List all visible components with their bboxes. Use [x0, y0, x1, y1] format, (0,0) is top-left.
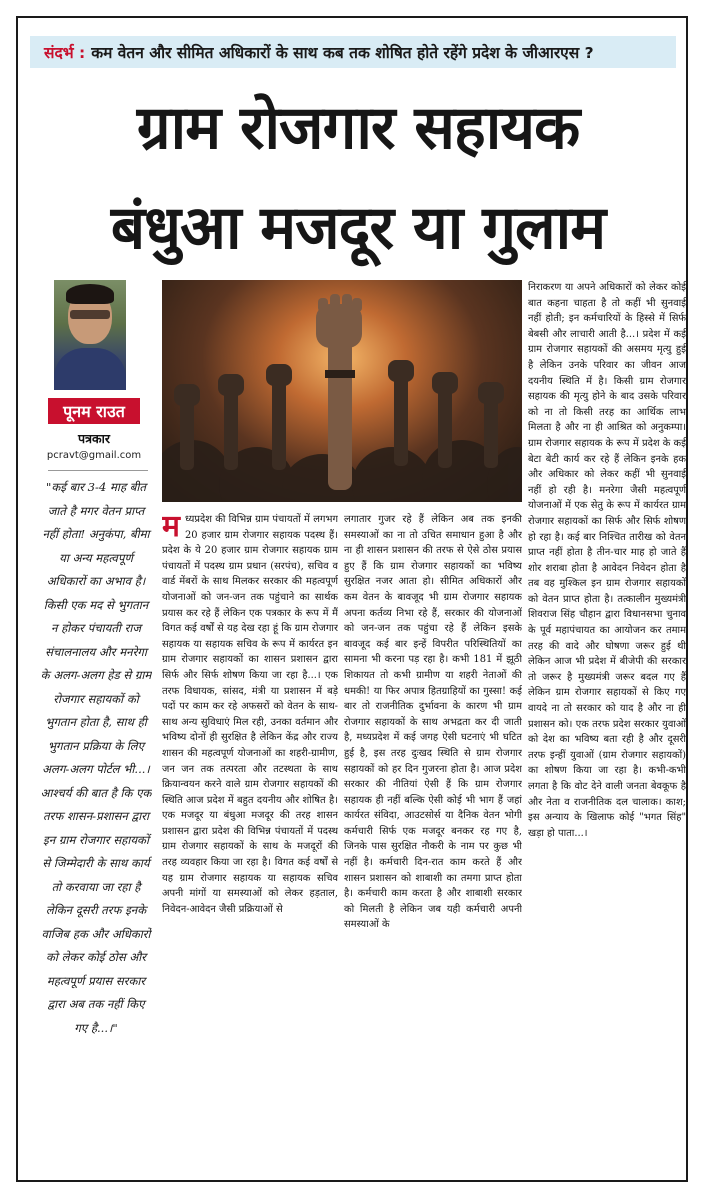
article-column-3: निराकरण या अपने अधिकारों को लेकर कोई बात कहना चाहता है तो कहीं भी सुनवाई नहीं होती; इन कर्मचारियों के हिस्से में सिर्फ बेबसी और लाचारी आती है...। प्रदेश में कई ग्राम रोजगार सहायकों की असमय मृत्यु हुई है लेकिन उनके परिवार का जीवन आज दयनीय स्थिति में है। किसी ग्राम रोजगार सहायक की मृत्यु होने के बाद उसके परिवार को ना तो किसी तरह का आर्थिक लाभ मिलता है और ना ही आश्रित को अनुकम्पा। ग्राम रोजगार सहायक के रूप में प्रदेश के कई बेटा बेटी कार्य कर रहे हैं लेकिन इनके हक और अधिकार को लेकर कहीं भी सुनवाई नहीं हो रही है। मनरेगा जैसी महत्वपूर्ण योजनाओं में एक सेतु के रूप में कार्यरत ग्राम रोजगार सहायकों का सिर्फ और सिर्फ शोषण हो रहा है। कई बार निश्चित तारीख को वेतन प्राप्त नहीं होता है तीन-चार माह हो जाते हैं शोर शराबा होता है आवेदन निवेदन होता है तब वह मुश्किल इन ग्राम रोजगार सहायकों को वेतन प्राप्त होता है। तत्कालीन मुख्यमंत्री शिवराज सिंह चौहान द्वारा विधानसभा चुनाव के पूर्व महापंचायत का आयोजन कर तमाम तरह की वादे और घोषणा जरूर हुई थी लेकिन आज भी प्रदेश में बीजेपी की सरकार तो जरूर है मुख्यमंत्री जरूर बदल गए हैं लेकिन ग्राम रोजगार सहायकों से किए गए वायदे ना तो सरकार को याद है और ना ही प्रशासन को। एक तरफ प्रदेश सरकार युवाओं को देश का भविष्य बता रही है और दूसरी तरफ इन्हीं युवाओं (ग्राम रोजगार सहायकों) का शोषण किया जा रहा है। कभी-कभी लगता है कि वोट देने वाली जनता बेवकूफ है और नेता व राजनीतिक दल चालाक। काश; इस अन्याय के खिलाफ कोई "भगत सिंह" खड़ा हो पाता...। — [528, 282, 686, 839]
article-column-2: लगातार गुजर रहे हैं लेकिन अब तक इनकी समस्याओं का ना तो उचित समाधान हुआ है और ना ही शासन प्रशासन की तरफ से ऐसे ठोस प्रयास हुए हैं कि ग्राम रोजगार सहायकों का भविष्य सुरक्षित नजर आता हो। सीमित अधिकारों और कम वेतन के बावजूद भी ग्राम रोजगार सहायक अपना कर्तव्य निभा रहे हैं, सरकार की योजनाओं को जन-जन तक पहुंचा रहे हैं लेकिन इसके बावजूद कई बार इन्हें विपरीत परिस्थितियों का सामना भी करना पड़ रहा है। कभी 181 में झूठी शिकायत तो कभी ग्रामीण या शहरी नेताओं की धमकी! या फिर अपात्र हितग्राहियों का गुस्सा! कई बार तो राजनीतिक दुर्भावना के कारण भी ग्राम रोजगार सहायकों के साथ अभद्रता कर दी जाती है, मध्यप्रदेश में कई जगह ऐसी घटनाएं भी घटित हुई है, इस तरह दुःखद स्थिति से ग्राम रोजगार सहायकों को हर दिन गुजरना होता है। आज प्रदेश सरकार की नीतियां ऐसी हैं कि ग्राम रोजगार सहायक ही नहीं बल्कि ऐसी कोई भी भाग हैं जहां कार्यरत संविदा, आउटसोर्स या दैनिक वेतन भोगी कर्मचारी सिर्फ एक मजदूर बनकर रह गए है, जिनके पास सुरक्षित नौकरी के नाम पर कुछ भी नहीं है। कर्मचारी दिन-रात काम करते हैं और शासन प्रशासन को शाबाशी का तमगा प्राप्त होता है। कर्मचारी काम करता है और शाबाशी सरकार को मिलती है लेकिन जब यही कर्मचारी अपनी समस्याओं के — [344, 514, 522, 931]
column-1-text: ध्यप्रदेश की विभिन्न ग्राम पंचायतों में लगभग 20 हजार ग्राम रोजगार सहायक पदस्थ हैं। प्रदेश के ये 20 हजार ग्राम रोजगार सहायक ग्राम पंचायतों में पदस्थ ग्राम प्रधान (सरपंच), सचिव व वार्ड मेंबरों के साथ मिलकर सरकार की महत्वपूर्ण योजनाओं को जन-जन तक पहुंचाने का सार्थक प्रयास कर रहे हैं लेकिन एक पत्रकार के रूप में मैं विगत कई वर्षों से यह देख रहा हूं कि ग्राम रोजगार सहायक या सहायक सचिव के रूप में कार्यरत इन ग्राम रोजगार सहायकों का शासन प्रशासन द्वारा सिर्फ और सिर्फ शोषण किया जा रहा है...। एक तरफ विधायक, सांसद, मंत्री या प्रशासन में बड़े पदों पर काम कर रहे अफसरों को वेतन के साथ-साथ अन्य सुविधाएं मिल रही, उनका वर्तमान और भविष्य दोनों ही सुरक्षित है लेकिन केंद्र और राज्य शासन की महत्वपूर्ण योजनाओं का शहरी-ग्रामीण, जन जन तक तत्परता और तटस्थता के साथ क्रियान्वयन करने वाले ग्राम रोजगार सहायकों की स्थिति आज प्रदेश में बहुत दयनीय और शोषित है। एक मजदूर या बंधुआ मजदूर की तरह शासन प्रशासन द्वारा प्रदेश की विभिन्न पंचायतों में पदस्थ ग्राम रोजगार सहायकों के साथ के मजदूरों की तरह व्यवहार किया जा रहा है। विगत कई वर्षों से यह ग्राम रोजगार सहायक या सहायक सचिव अपनी मांगों या समस्याओं को लेकर हड़ताल, निवेदन-आवेदन जैसी प्रक्रियाओं से — [162, 514, 338, 915]
pull-quote: "कई बार 3-4 माह बीत जाते है मगर वेतन प्राप्त नहीं होता! अनुकंपा, बीमा या अन्य महत्वपूर्ण अधिकारों का अभाव है। किसी एक मद से भुगतान न होकर पंचायती राज संचालनालय और मनरेगा के अलग-अलग हेड से ग्राम रोजगार सहायकों को भुगतान होता है, साथ ही भुगतान प्रक्रिया के लिए अलग-अलग पोर्टल भी...। आश्चर्य की बात है कि एक तरफ शासन-प्रशासन द्वारा इन ग्राम रोजगार सहायकों से जिम्मेदारी के साथ कार्य तो करवाया जा रहा है लेकिन दूसरी तरफ इनके वाजिब हक और अधिकारों को लेकर कोई ठोस और महत्वपूर्ण प्रयास सरकार द्वारा अब तक नहीं किए गए है...।" — [40, 480, 152, 1035]
article-column-1 — [162, 512, 338, 1176]
protest-illustration — [162, 280, 522, 502]
author-name: पूनम राउत — [48, 398, 140, 424]
kicker-text: कम वेतन और सीमित अधिकारों के साथ कब तक शोषित होते रहेंगे प्रदेश के जीआरएस ? — [91, 44, 594, 62]
kicker-label: संदर्भ : — [44, 44, 86, 62]
newspaper-page — [16, 16, 688, 1182]
headline-line-1: ग्राम रोजगार सहायक — [136, 93, 580, 163]
headline-line-2: बंधुआ मजदूर या गुलाम — [110, 193, 606, 263]
author-role: पत्रकार — [78, 431, 110, 446]
context-kicker — [30, 36, 676, 68]
sidebar-divider — [48, 470, 148, 471]
author-photo — [54, 280, 126, 390]
drop-cap: म — [162, 512, 180, 544]
raised-fists-protest-image — [162, 280, 522, 502]
author-email: pcravt@gmail.com — [46, 450, 142, 461]
